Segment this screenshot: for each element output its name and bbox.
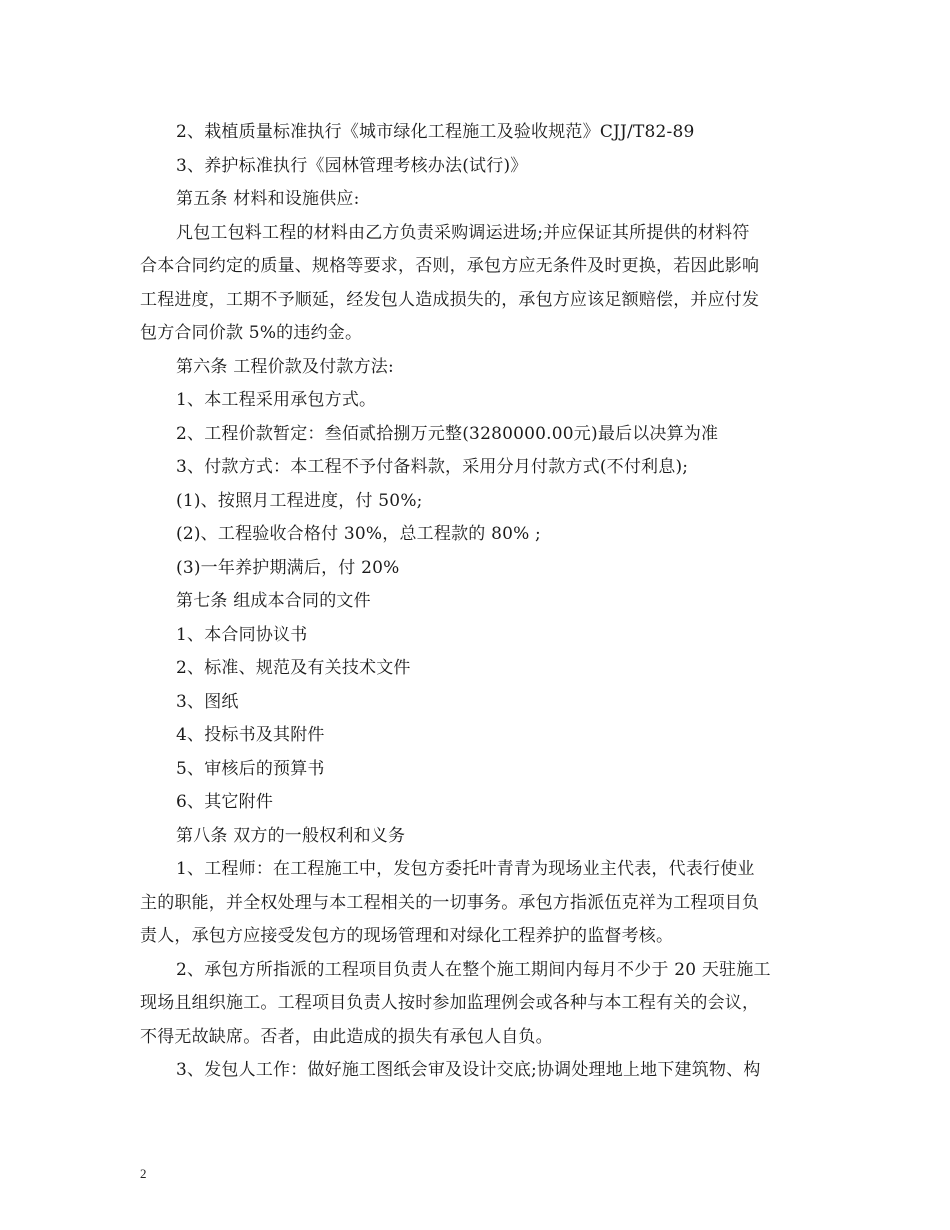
text-line: 2、工程价款暂定：叁佰贰拾捌万元整(3280000.00元)最后以决算为准 [176,423,719,444]
section-heading: 第八条 双方的一般权利和义务 [176,825,406,846]
document-body [140,116,820,1088]
text-line: 现场且组织施工。工程项目负责人按时参加监理例会或各种与本工程有关的会议， [140,993,760,1013]
section-heading: 第六条 工程价款及付款方法: [176,356,394,377]
section-heading: 第七条 组成本合同的文件 [176,591,371,611]
text-line: 3、发包人工作：做好施工图纸会审及设计交底;协调处理地上地下建筑物、构 [176,1060,761,1080]
section-heading: 第五条 材料和设施供应: [176,189,360,209]
list-item: 6、其它附件 [176,792,274,812]
text-line: 不得无故缺席。否者，由此造成的损失有承包人自负。 [140,1026,553,1047]
text-line: (1)、按照月工程进度，付 50%; [176,490,423,511]
list-item: 3、图纸 [176,691,239,712]
list-item: 5、审核后的预算书 [176,758,325,779]
text-line: 1、本工程采用承包方式。 [176,390,377,410]
text-line: 3、付款方式：本工程不予付备料款，采用分月付款方式(不付利息); [176,457,689,477]
list-item: 1、本合同协议书 [176,624,308,645]
text-line: 2、栽植质量标准执行《城市绿化工程施工及验收规范》CJJ/T82-89 [176,122,695,142]
text-line: (3)一年养护期满后，付 20% [176,557,400,578]
text-line: 责人，承包方应接受发包方的现场管理和对绿化工程养护的监督考核。 [140,926,674,946]
text-line: (2)、工程验收合格付 30%，总工程款的 80% ; [176,524,541,544]
page-number: 2 [140,1166,147,1181]
text-line: 工程进度，工期不予顺延，经发包人造成损失的，承包方应该足额赔偿，并应付发 [140,289,760,310]
text-line: 1、工程师：在工程施工中，发包方委托叶青青为现场业主代表，代表行使业 [176,859,755,879]
text-line: 主的职能，并全权处理与本工程相关的一切事务。承包方指派伍克祥为工程项目负 [140,892,760,913]
text-line: 合本合同约定的质量、规格等要求，否则，承包方应无条件及时更换，若因此影响 [140,256,760,276]
list-item: 4、投标书及其附件 [176,725,325,745]
text-line: 2、承包方所指派的工程项目负责人在整个施工期间内每月不少于 20 天驻施工 [176,959,771,980]
text-line: 包方合同价款 5%的违约金。 [140,323,363,343]
text-line: 3、养护标准执行《园林管理考核办法(试行)》 [176,155,528,176]
list-item: 2、标准、规范及有关技术文件 [176,658,411,678]
text-line: 凡包工包料工程的材料由乙方负责采购调运进场;并应保证其所提供的材料符 [176,222,750,243]
